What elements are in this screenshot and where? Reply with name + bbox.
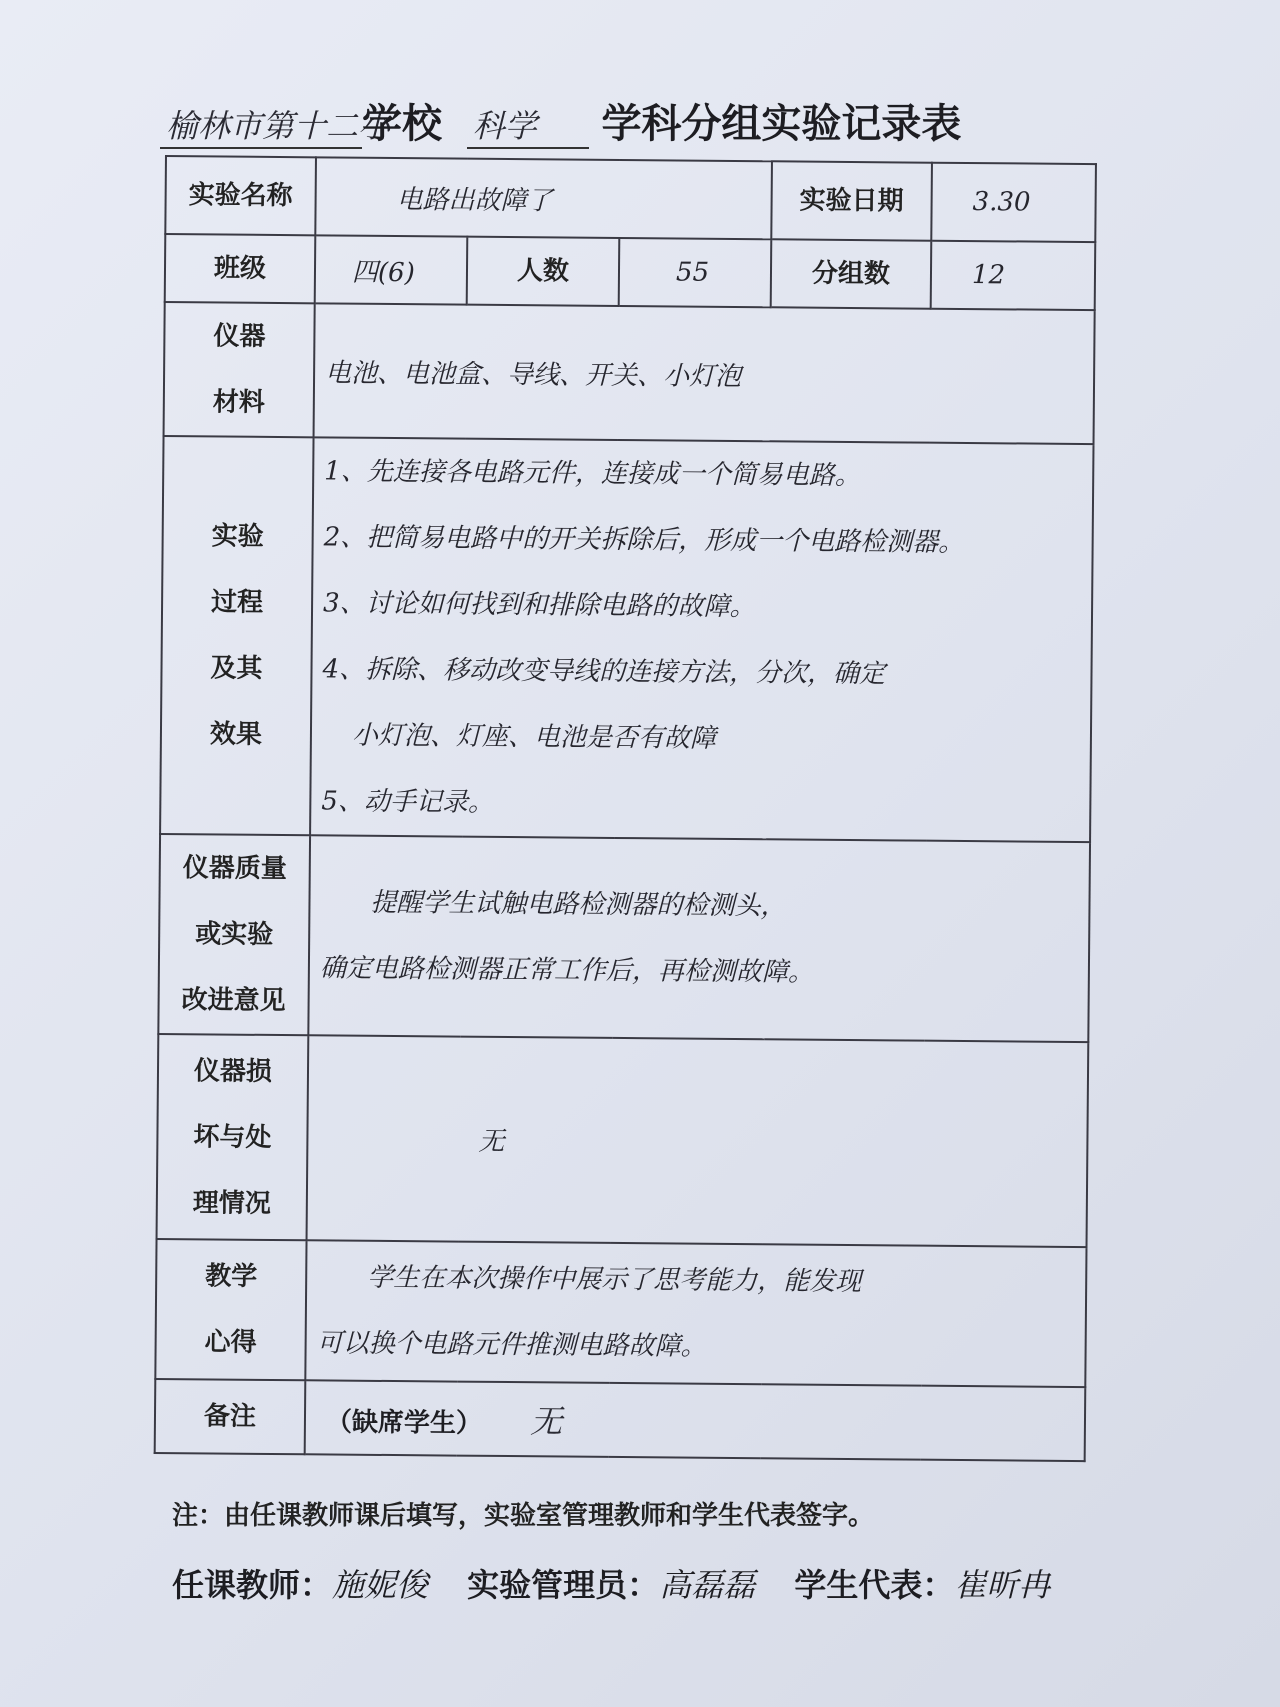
materials-label bbox=[164, 302, 315, 437]
experiment-record-table bbox=[154, 155, 1097, 1462]
student-rep-signature: 崔昕冉 bbox=[954, 1566, 1051, 1604]
remarks-label: 备注 bbox=[155, 1379, 306, 1454]
process-steps bbox=[310, 437, 1093, 842]
signature-row bbox=[172, 1560, 1132, 1606]
process-step: 小灯泡、灯座、电池是否有故障 bbox=[351, 720, 717, 754]
reflection-line: 学生在本次操作中展示了思考能力，能发现 bbox=[367, 1262, 862, 1298]
materials-label-line: 仪器 bbox=[213, 321, 266, 352]
process-label bbox=[160, 436, 313, 835]
process-label-line: 过程 bbox=[210, 587, 264, 618]
class-value: 四(6) bbox=[315, 235, 468, 304]
teacher-label: 任课教师： bbox=[172, 1566, 333, 1604]
school-suffix: 学校 bbox=[362, 101, 442, 147]
process-step: 5、动手记录。 bbox=[321, 786, 495, 818]
damage-label-line: 仪器损 bbox=[193, 1055, 273, 1087]
quality-label-line: 仪器质量 bbox=[182, 853, 287, 885]
materials-label-line: 材料 bbox=[212, 387, 265, 418]
subject-handwritten: 科学 bbox=[467, 101, 589, 149]
damage-label-line: 坏与处 bbox=[193, 1121, 272, 1153]
experiment-name-label: 实验名称 bbox=[165, 156, 316, 235]
admin-label: 实验管理员： bbox=[467, 1566, 660, 1604]
student-rep-label: 学生代表： bbox=[794, 1566, 955, 1604]
process-label-line: 及其 bbox=[210, 653, 263, 684]
remarks-value-cell bbox=[305, 1380, 1086, 1461]
damage-value: 无 bbox=[307, 1035, 1089, 1247]
process-step: 1、先连接各电路元件，连接成一个简易电路。 bbox=[324, 456, 861, 492]
quality-line: 确定电路检测器正常工作后，再检测故障。 bbox=[319, 953, 815, 988]
damage-label bbox=[157, 1034, 309, 1240]
quality-label-line: 改进意见 bbox=[181, 985, 286, 1017]
quality-label-line: 或实验 bbox=[195, 919, 274, 950]
form-title-row bbox=[160, 92, 1060, 152]
quality-label bbox=[158, 834, 310, 1035]
reflection-text bbox=[305, 1240, 1086, 1387]
reflection-label bbox=[155, 1239, 306, 1380]
student-count-value: 55 bbox=[619, 238, 772, 307]
row-materials bbox=[164, 302, 1095, 444]
row-process bbox=[160, 436, 1093, 842]
damage-label-line: 理情况 bbox=[192, 1187, 271, 1219]
process-step: 2、把简易电路中的开关拆除后，形成一个电路检测器。 bbox=[323, 522, 965, 558]
row-experiment-name bbox=[165, 156, 1096, 242]
experiment-date-label: 实验日期 bbox=[771, 161, 932, 240]
class-label: 班级 bbox=[165, 234, 316, 303]
reflection-line: 可以换个电路元件推测电路故障。 bbox=[316, 1328, 707, 1362]
reflection-label-line: 教学 bbox=[205, 1261, 258, 1292]
row-remarks bbox=[155, 1379, 1086, 1461]
group-count-label: 分组数 bbox=[771, 239, 932, 308]
process-label-line: 实验 bbox=[211, 521, 264, 552]
reflection-label-line: 心得 bbox=[204, 1327, 257, 1358]
row-damage bbox=[157, 1034, 1089, 1247]
materials-value: 电池、电池盒、导线、开关、小灯泡 bbox=[314, 303, 1095, 444]
quality-text bbox=[308, 835, 1090, 1042]
row-reflection bbox=[155, 1239, 1086, 1387]
form-note: 注：由任课教师课后填写，实验室管理教师和学生代表签字。 bbox=[172, 1501, 875, 1531]
admin-signature: 高磊磊 bbox=[659, 1566, 756, 1604]
process-step: 3、讨论如何找到和排除电路的故障。 bbox=[322, 588, 756, 623]
school-name-handwritten: 榆林市第十二小 bbox=[160, 101, 362, 149]
process-label-line: 效果 bbox=[209, 719, 263, 750]
experiment-date-value: 3.30 bbox=[931, 163, 1096, 242]
experiment-name-value: 电路出故障了 bbox=[315, 157, 772, 239]
student-count-label: 人数 bbox=[467, 237, 620, 306]
absent-students-label: （缺席学生） bbox=[325, 1407, 483, 1439]
process-step: 4、拆除、移动改变导线的连接方法，分次，确定 bbox=[322, 654, 886, 690]
row-class-info bbox=[165, 234, 1096, 310]
teacher-signature: 施妮俊 bbox=[332, 1566, 429, 1604]
group-count-value: 12 bbox=[931, 241, 1096, 310]
row-quality bbox=[158, 834, 1090, 1042]
form-title: 学科分组实验记录表 bbox=[601, 101, 962, 147]
absent-students-value: 无 bbox=[530, 1402, 563, 1441]
quality-line: 提醒学生试触电路检测器的检测头， bbox=[370, 887, 787, 922]
